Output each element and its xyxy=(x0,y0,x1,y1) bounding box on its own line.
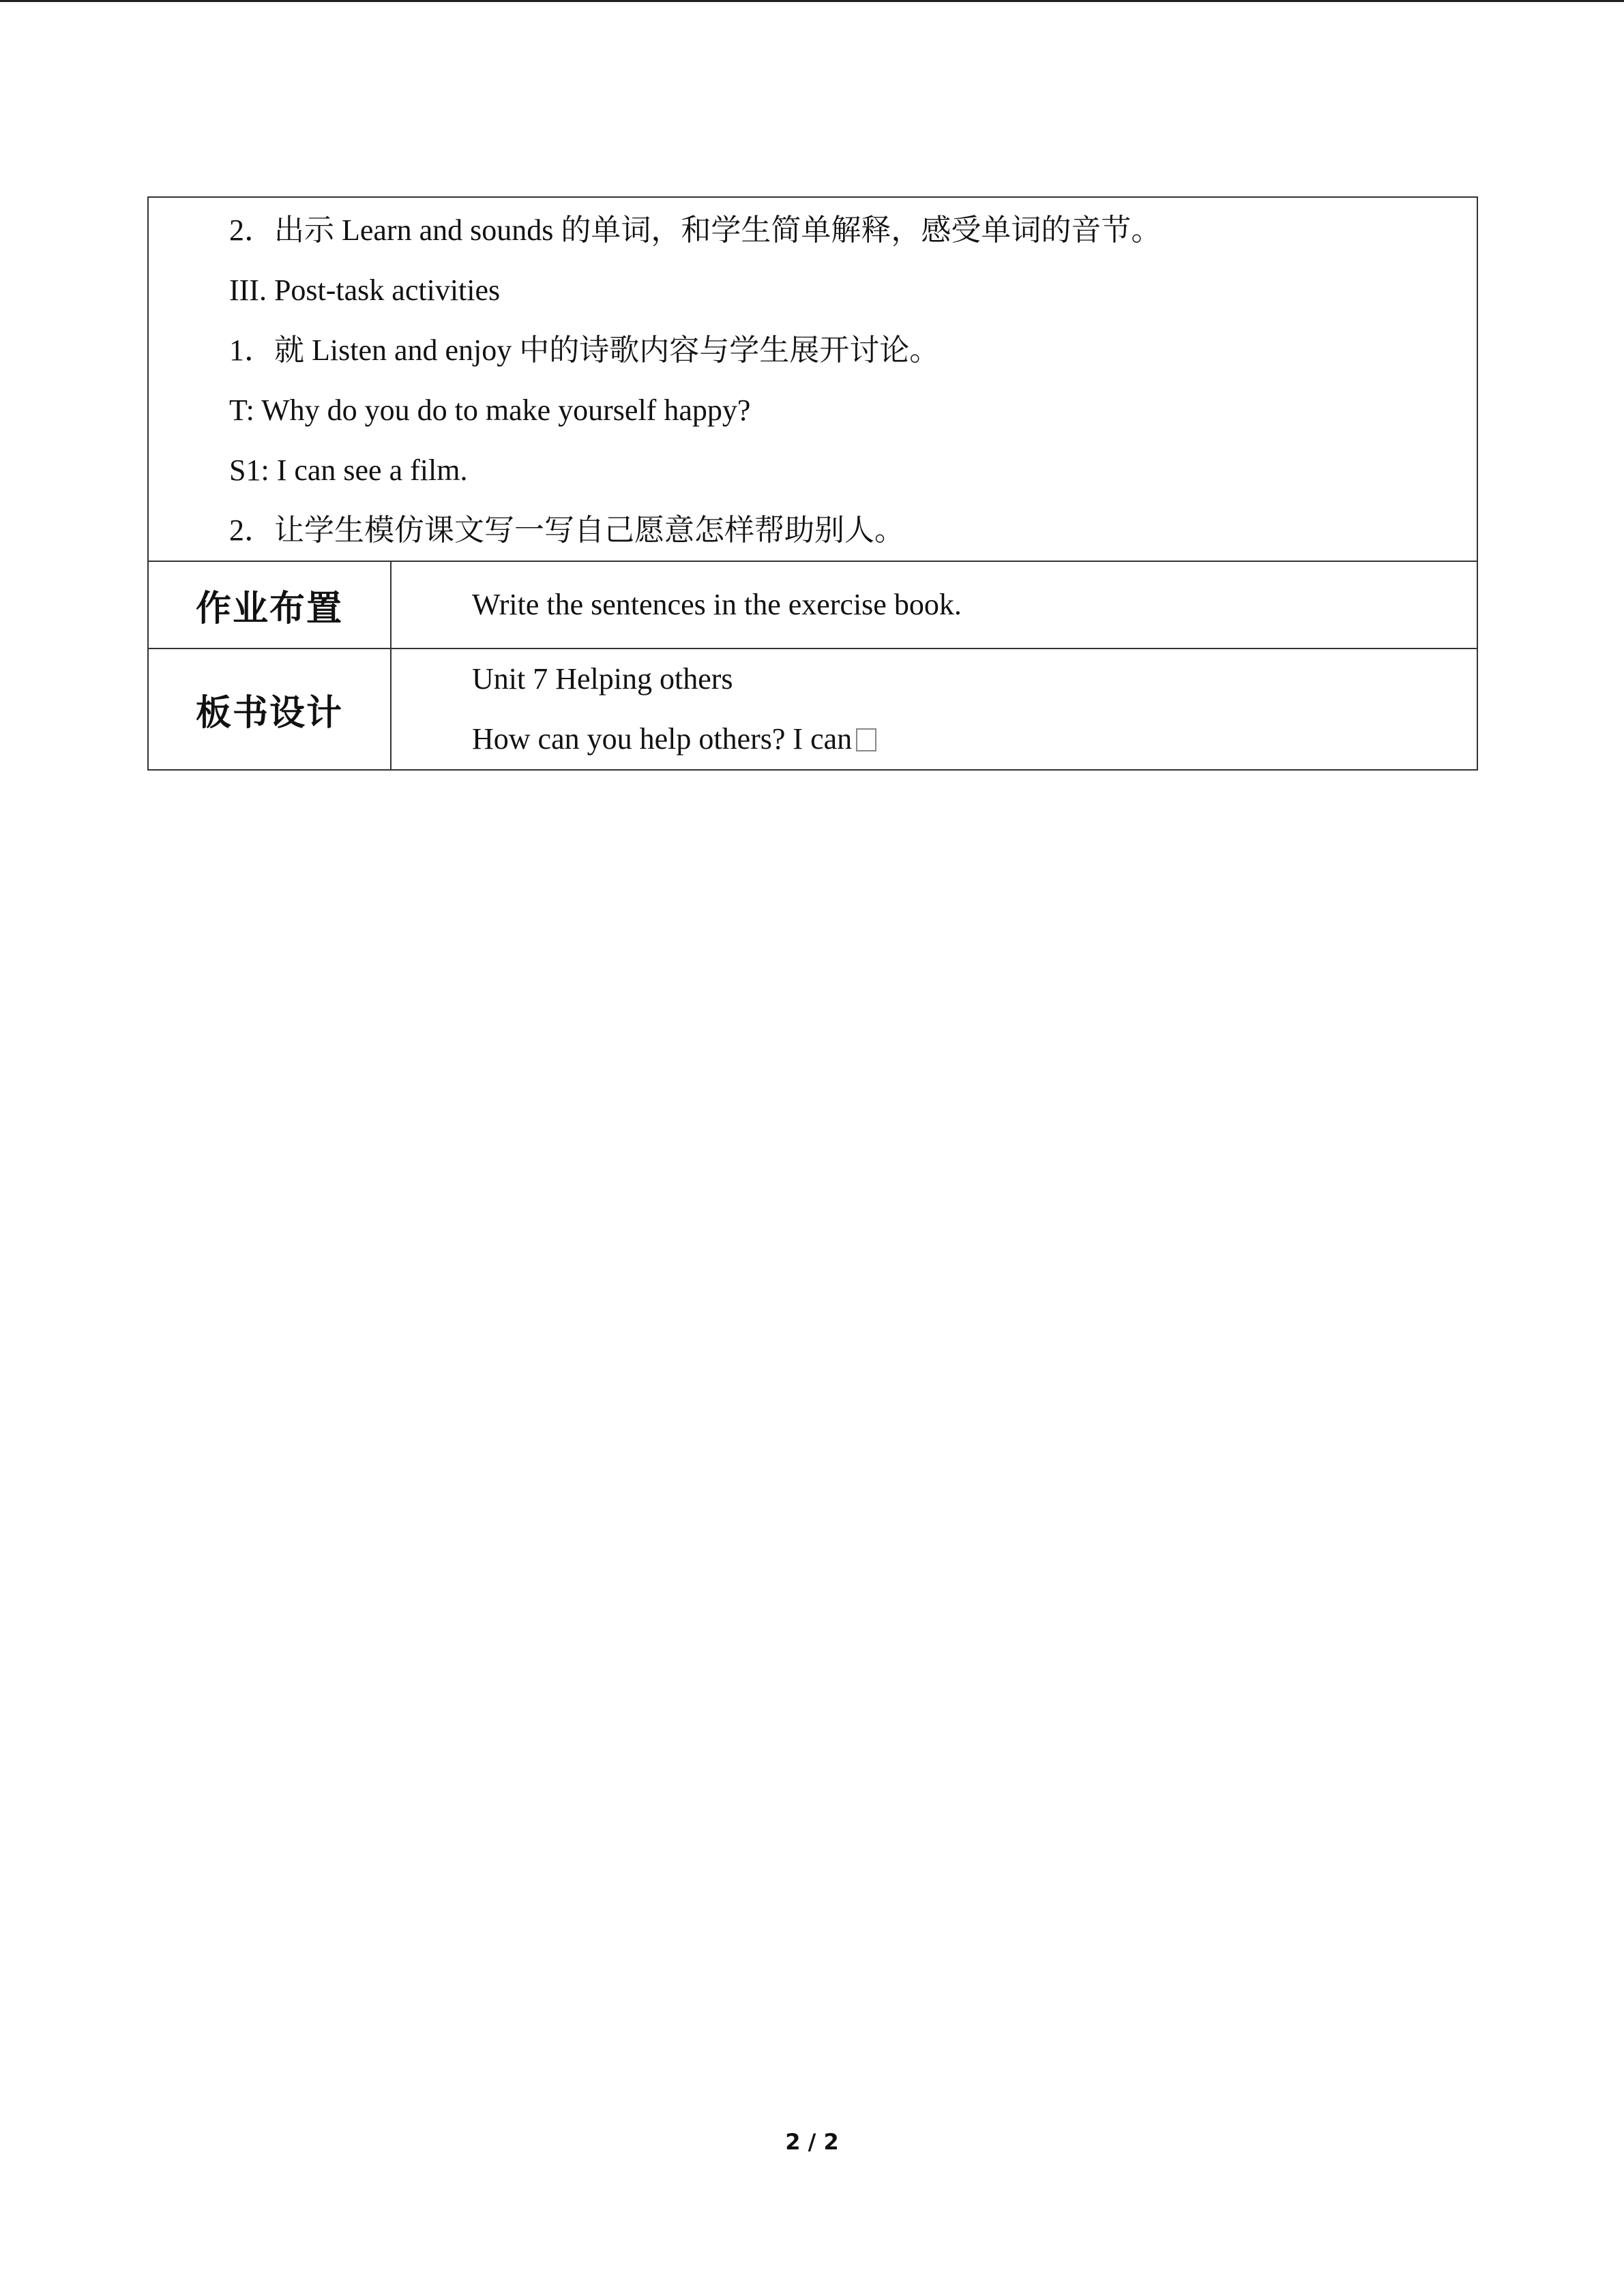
page-number: 2 / 2 xyxy=(785,2129,839,2155)
missing-glyph-box-icon xyxy=(856,728,876,751)
procedure-row xyxy=(148,197,1477,561)
board-design-line: How can you help others? I can xyxy=(472,722,853,756)
procedure-line: S1: I can see a film. xyxy=(229,453,468,487)
procedure-line: 2．出示 Learn and sounds 的单词，和学生简单解释，感受单词的音节。 xyxy=(229,213,1162,247)
homework-content-cell xyxy=(391,561,1477,648)
procedure-line: III. Post-task activities xyxy=(229,273,501,307)
homework-label: 作业布置 xyxy=(148,561,391,648)
board-design-line-wrapper xyxy=(472,709,1477,769)
board-design-label: 板书设计 xyxy=(148,648,391,770)
board-design-row xyxy=(148,648,1477,770)
lesson-plan-table xyxy=(147,196,1478,771)
page-top-border xyxy=(0,0,1624,2)
board-design-line: Unit 7 Helping others xyxy=(472,662,733,696)
procedure-line: 2．让学生模仿课文写一写自己愿意怎样帮助别人。 xyxy=(229,513,904,547)
procedure-cell xyxy=(148,197,1477,561)
procedure-line: 1．就 Listen and enjoy 中的诗歌内容与学生展开讨论。 xyxy=(229,333,940,367)
procedure-line: T: Why do you do to make yourself happy? xyxy=(229,393,751,427)
board-design-content-cell xyxy=(391,648,1477,770)
homework-row xyxy=(148,561,1477,648)
homework-content: Write the sentences in the exercise book. xyxy=(472,588,962,621)
